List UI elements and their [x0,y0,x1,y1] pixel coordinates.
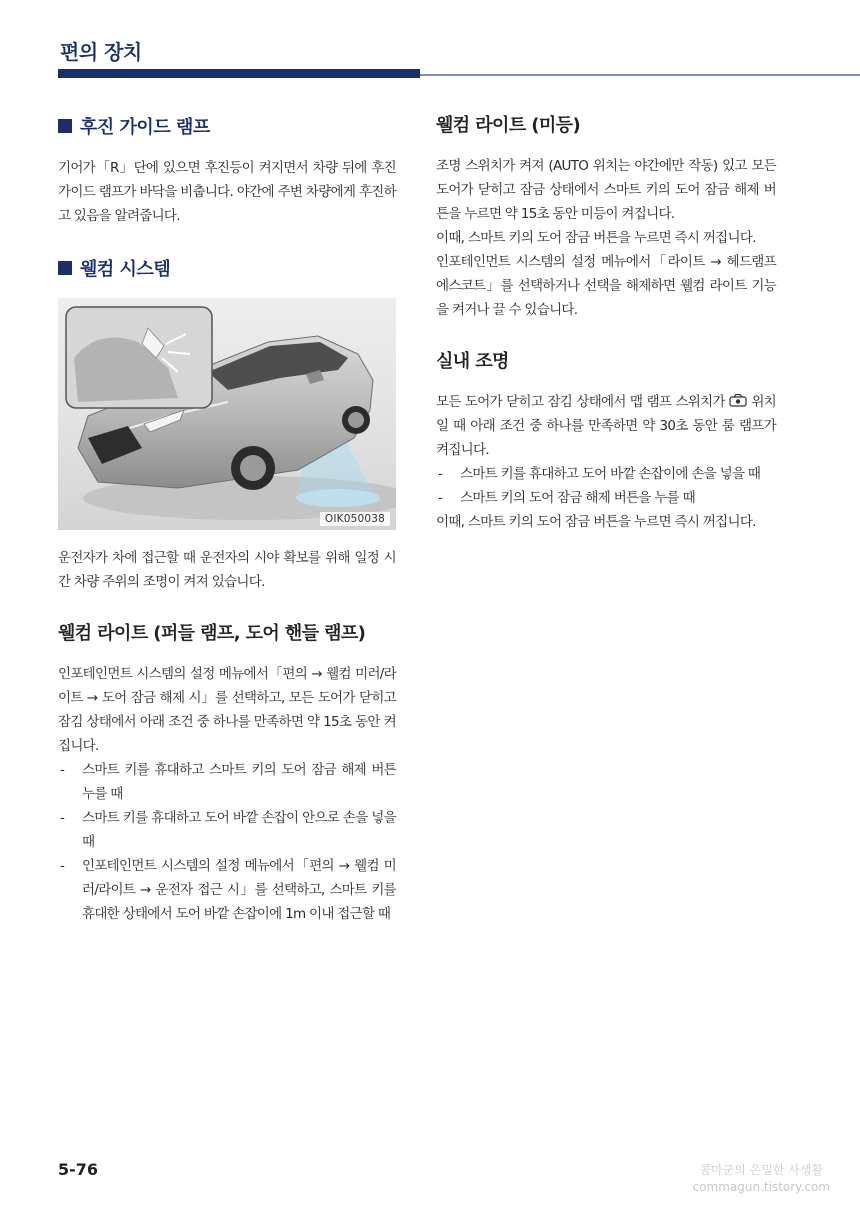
left-column [58,112,396,926]
heading-interior-lamp: 실내 조명 [436,351,509,372]
list-item: - 스마트 키의 도어 잠금 해제 버튼을 누를 때 [438,490,695,506]
list-item: - 인포테인먼트 시스템의 설정 메뉴에서「편의 → 웰컴 미러/라이트 → 운전자 접근 시」를 선택하고, 스마트 키를 휴대한 상태에서 도어 바깥 손잡이에 1m 이내 접근할 때 [60,858,396,922]
page-number: 5-76 [58,1160,99,1179]
welcome-system-text: 운전자가 차에 접근할 때 운전자의 시야 확보를 위해 일정 시간 차량 주위의 조명이 켜져 있습니다. [58,550,396,590]
header-rule-thin [420,74,860,76]
figure-code: OIK050038 [320,512,390,526]
interior-lamp-text-2: 이때, 스마트 키의 도어 잠금 버튼을 누르면 즉시 꺼집니다. [436,514,756,530]
heading-welcome-light-tail: 웰컴 라이트 (미등) [436,115,581,136]
watermark: 콤마군의 은밀한 사생활 commagun.tistory.com [692,1163,830,1194]
header-rule-thick [58,69,420,78]
welcome-light-puddle-text: 인포테인먼트 시스템의 설정 메뉴에서「편의 → 웰컴 미러/라이트 → 도어 잠금 해제 시」를 선택하고, 모든 도어가 닫히고 잠김 상태에서 아래 조건 중 하나를 만족하면 약 15초 동안 켜집니다. [58,666,396,754]
list-item: - 스마트 키를 휴대하고 도어 바깥 손잡이 안으로 손을 넣을 때 [60,810,396,850]
interior-lamp-conditions [436,462,776,510]
heading-rear-guide-lamp: 후진 가이드 램프 [58,112,396,140]
square-bullet-icon [58,261,72,275]
welcome-light-tail-text-2: 이때, 스마트 키의 도어 잠금 버튼을 누르면 즉시 꺼집니다. [436,230,756,246]
welcome-system-illustration [58,298,396,530]
list-item: - 스마트 키를 휴대하고 도어 바깥 손잡이에 손을 넣을 때 [438,466,761,482]
welcome-light-tail-text-1: 조명 스위치가 켜져 (AUTO 위치는 야간에만 작동) 있고 모든 도어가 닫히고 잠금 상태에서 스마트 키의 도어 잠금 해제 버튼을 누르면 약 15초 동안 미등이 켜집니다. [436,158,776,222]
right-column [436,112,776,534]
square-bullet-icon [58,119,72,133]
rear-guide-lamp-text: 기어가「R」단에 있으면 후진등이 켜지면서 차량 뒤에 후진 가이드 램프가 바닥을 비춥니다. 야간에 주변 차량에게 후진하고 있음을 알려줍니다. [58,160,396,224]
section-title: 편의 장치 [60,40,142,64]
car-illustration [58,298,396,530]
list-item: - 스마트 키를 휴대하고 스마트 키의 도어 잠금 해제 버튼 누를 때 [60,762,396,802]
heading-welcome-system: 웰컴 시스템 [58,254,396,282]
door-switch-icon [729,394,747,408]
interior-lamp-text-1: 모든 도어가 닫히고 잠김 상태에서 맵 램프 스위치가 위치일 때 아래 조건 중 하나를 만족하면 약 30초 동안 룸 램프가 켜집니다. [436,394,777,458]
welcome-light-conditions [58,758,396,926]
heading-welcome-light-puddle: 웰컴 라이트 (퍼들 램프, 도어 핸들 램프) [58,623,366,644]
welcome-light-tail-text-3: 인포테인먼트 시스템의 설정 메뉴에서「라이트 → 헤드램프 에스코트」를 선택하거나 선택을 해제하면 웰컴 라이트 기능을 켜거나 끌 수 있습니다. [436,254,776,318]
